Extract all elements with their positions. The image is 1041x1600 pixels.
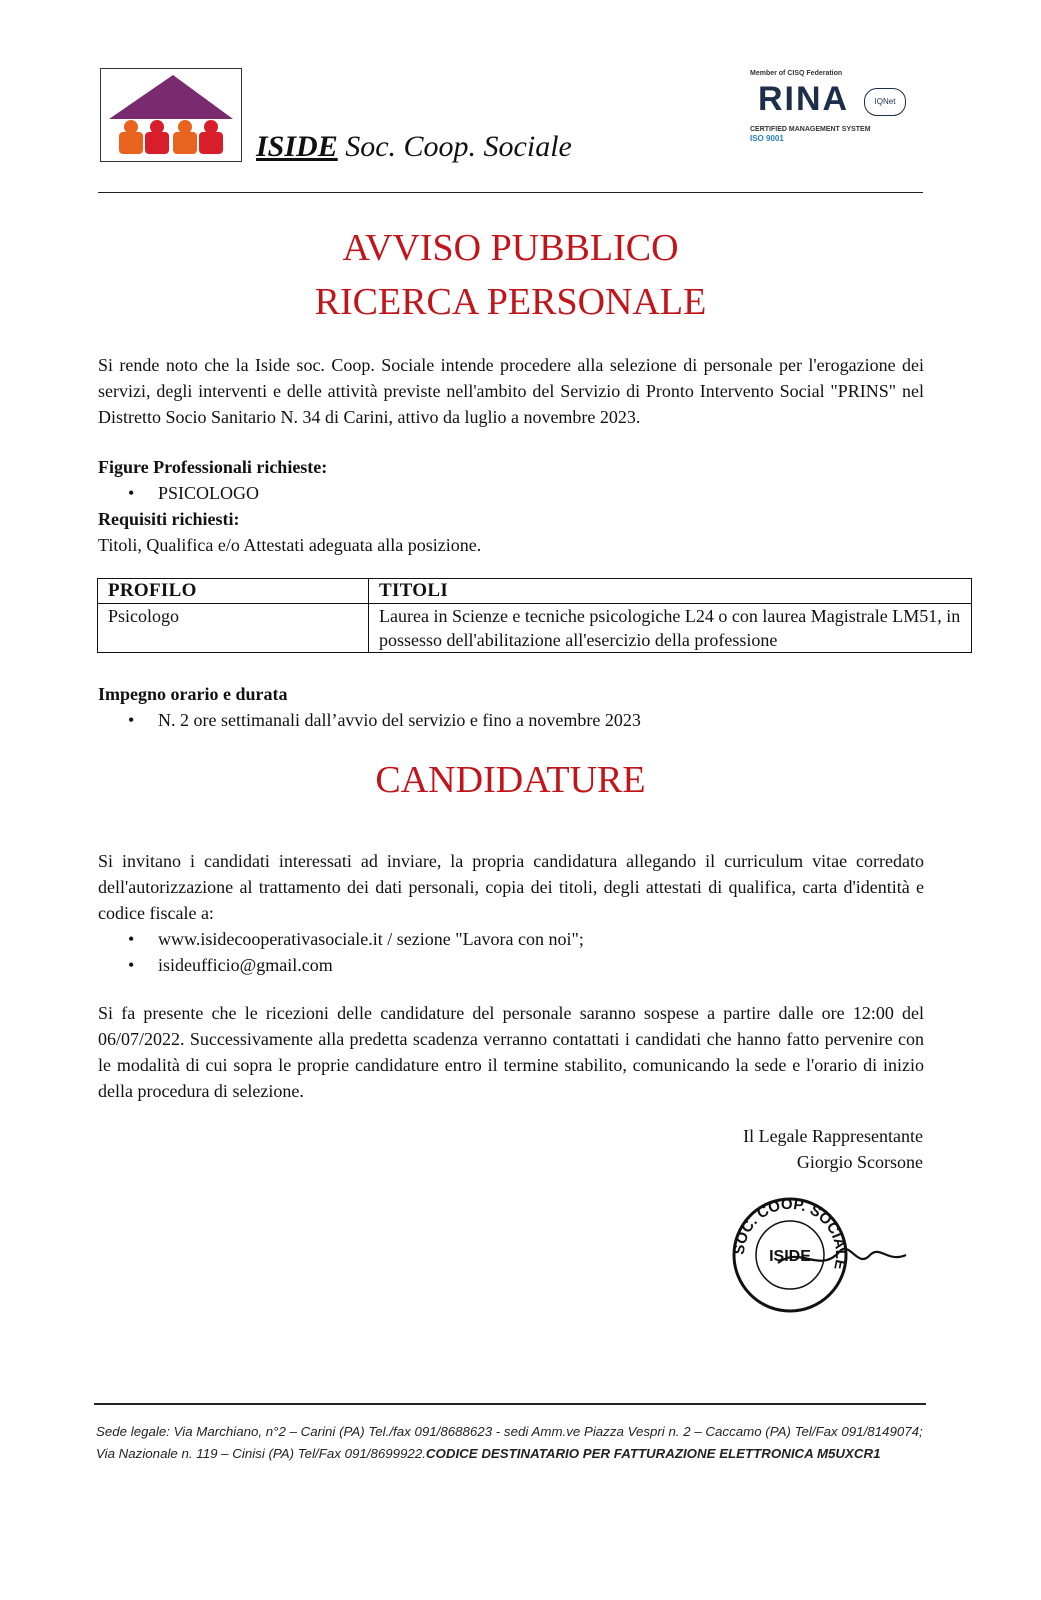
cert-iso-text: ISO 9001 — [750, 134, 784, 143]
figures-heading: Figure Professionali richieste: — [98, 457, 328, 477]
organization-name — [256, 130, 572, 164]
cooperative-stamp — [730, 1185, 920, 1325]
title-ricerca-personale: RICERCA PERSONALE — [314, 281, 707, 323]
contact-item-website: • www.isidecooperativasociale.it / sezione "Lavora con noi"; — [128, 929, 584, 949]
commitment-heading: Impegno orario e durata — [98, 684, 288, 704]
table-header-titoli: TITOLI — [369, 579, 972, 604]
stamp-center-text: ISIDE — [769, 1248, 811, 1265]
footer-divider — [94, 1403, 926, 1405]
title-candidature: CANDIDATURE — [375, 759, 646, 801]
table-cell-profile: Psicologo — [98, 604, 369, 653]
stamp-ring-text: SOC. COOP. SOCIALE — [730, 1195, 850, 1272]
footer-billing-code: CODICE DESTINATARIO PER FATTURAZIONE ELETTRONICA M5UXCR1 — [425, 1446, 881, 1461]
cert-brand: RINA — [758, 80, 850, 118]
profiles-table — [97, 578, 972, 653]
header-divider — [98, 192, 923, 193]
requirements-text: Titoli, Qualifica e/o Attestati adeguata alla posizione. — [98, 535, 482, 555]
commitment-item: • N. 2 ore settimanali dall’avvio del servizio e fino a novembre 2023 — [128, 710, 641, 730]
title-avviso-pubblico: AVVISO PUBBLICO — [342, 227, 679, 269]
cooperative-logo — [100, 68, 242, 162]
organization-brand: ISIDE — [256, 130, 338, 163]
table-header-profilo: PROFILO — [98, 579, 369, 604]
figure-item: • PSICOLOGO — [128, 483, 260, 503]
candidature-paragraph: Si invitano i candidati interessati ad inviare, la propria candidatura allegando il curriculum vitae corredato dell'autorizzazione al trattamento dei dati personali, copia dei titoli, degli attestati di qualifica, carta d'identità e codice fiscale a: — [98, 851, 924, 923]
footer-text — [96, 1421, 924, 1465]
certification-logo — [750, 70, 918, 146]
email-text: isideufficio@gmail.com — [158, 955, 333, 975]
commitment-item-text: N. 2 ore settimanali dall’avvio del servizio e fino a novembre 2023 — [158, 710, 641, 730]
table-row — [98, 604, 972, 653]
intro-paragraph: Si rende noto che la Iside soc. Coop. Sociale intende procedere alla selezione di personale per l'erogazione dei servizi, degli interventi e delle attività previste nell'ambito del Servizio di Pronto Intervento Social "PRINS" nel Distretto Socio Sanitario N. 34 di Carini, attivo da luglio a novembre 2023. — [98, 355, 924, 427]
requirements-heading: Requisiti richiesti: — [98, 509, 240, 529]
organization-type: Soc. Coop. Sociale — [337, 130, 572, 163]
signatory-role: Il Legale Rappresentante — [743, 1126, 923, 1146]
contact-item-email: • isideufficio@gmail.com — [128, 955, 333, 975]
iqnet-icon: IQNet — [864, 88, 906, 116]
deadline-paragraph: Si fa presente che le ricezioni delle candidature del personale saranno sospese a partire dalle ore 12:00 del 06/07/2022. Successivamente alla predetta scadenza verranno contattati i candidati che hanno fatto pervenire con le modalità di cui sopra le proprie candidature entro il termine stabilito, comunicando la sede e l'orario di inizio della procedura di selezione. — [98, 1003, 924, 1101]
cert-system-text: CERTIFIED MANAGEMENT SYSTEM — [750, 126, 871, 133]
footer-address: Sede legale: Via Marchiano, n°2 – Carini (PA) Tel./fax 091/8688623 - sedi Amm.ve Piazza Vespri n. 2 – Caccamo (PA) Tel/Fax 091/8149074; Via Nazionale n. 119 – Cinisi (PA) Tel/Fax 091/8699922. — [96, 1424, 923, 1461]
website-text: www.isidecooperativasociale.it / sezione "Lavora con noi"; — [158, 929, 584, 949]
figure-item-text: PSICOLOGO — [158, 483, 260, 503]
cert-member-text: Member of CISQ Federation — [750, 70, 843, 77]
signatory-name: Giorgio Scorsone — [796, 1152, 923, 1172]
table-header-row — [98, 579, 972, 604]
table-cell-titles: Laurea in Scienze e tecniche psicologiche L24 o con laurea Magistrale LM51, in possesso dell'abilitazione all'esercizio della professione — [369, 604, 972, 653]
